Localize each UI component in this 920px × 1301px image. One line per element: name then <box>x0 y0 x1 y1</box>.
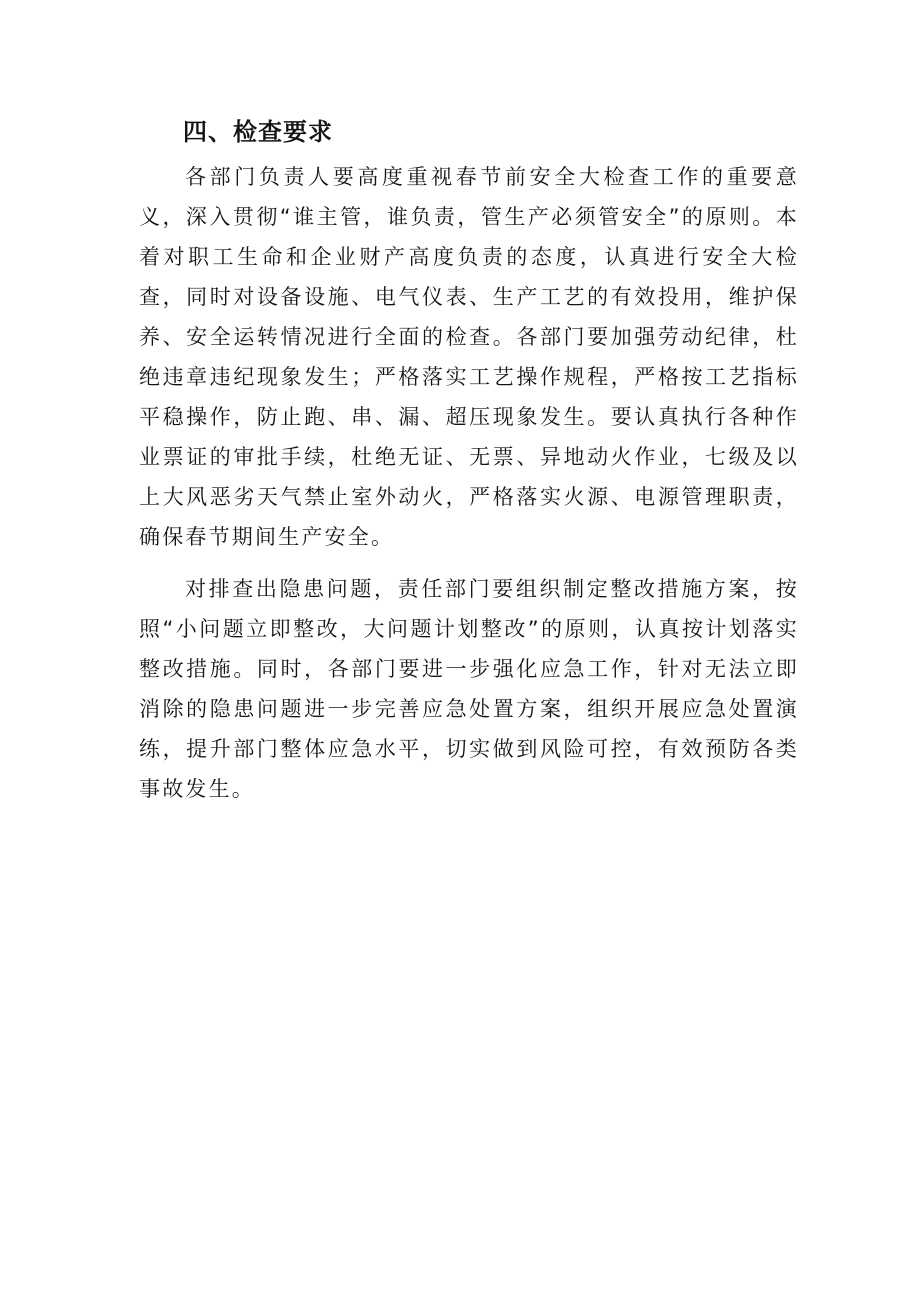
paragraph-inspection-requirements: 各部门负责人要高度重视春节前安全大检查工作的重要意义，深入贯彻“谁主管，谁负责，管生产必须管安全”的原则。本着对职工生命和企业财产高度负责的态度，认真进行安全大检查，同时对设备设施、电气仪表、生产工艺的有效投用，维护保养、安全运转情况进行全面的检查。各部门要加强劳动纪律，杜绝违章违纪现象发生；严格落实工艺操作规程，严格按工艺指标平稳操作，防止跑、串、漏、超压现象发生。要认真执行各种作业票证的审批手续，杜绝无证、无票、异地动火作业，七级及以上大风恶劣天气禁止室外动火，严格落实火源、电源管理职责，确保春节期间生产安全。 <box>139 165 799 549</box>
document-body <box>139 112 799 809</box>
section-heading: 四、检查要求 <box>183 118 333 146</box>
paragraph-hazard-rectification: 对排查出隐患问题，责任部门要组织制定整改措施方案，按照“小问题立即整改，大问题计划整改”的原则，认真按计划落实整改措施。同时，各部门要进一步强化应急工作，针对无法立即消除的隐患问题进一步完善应急处置方案，组织开展应急处置演练，提升部门整体应急水平，切实做到风险可控，有效预防各类事故发生。 <box>139 577 799 801</box>
